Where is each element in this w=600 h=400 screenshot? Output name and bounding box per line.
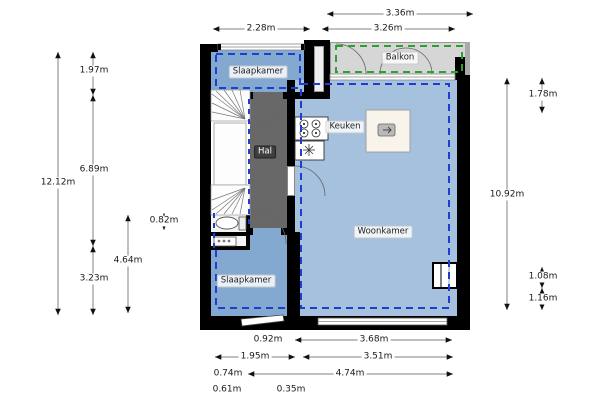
door-gap-hal-bedroom: [253, 228, 281, 235]
room-toilet: [211, 215, 250, 232]
dim-top-336: 3.36m: [385, 8, 415, 19]
door-panel-hal-woonkamer: [287, 166, 295, 196]
wall-left: [200, 44, 211, 330]
dim-left-689: 6.89m: [79, 164, 109, 175]
room-sink-closet: [211, 236, 250, 246]
label-slaapkamer-top: Slaapkamer: [229, 66, 288, 79]
wall-bottom: [200, 316, 470, 330]
dim-bottom-195: 1.95m: [240, 351, 270, 362]
wall-toilet-top: [211, 211, 250, 215]
dim-right-1092: 10.92m: [489, 189, 525, 200]
label-slaapkamer-bottom: Slaapkamer: [217, 275, 276, 288]
dim-bottom-474: 4.74m: [335, 368, 365, 379]
room-hal: [250, 92, 287, 232]
wall-balcony-right: [465, 42, 470, 75]
dim-left-082: 0.82m: [149, 215, 179, 226]
dim-bottom-061: 0.61m: [212, 384, 242, 395]
dim-left-464: 4.64m: [113, 255, 143, 266]
dim-top-228: 2.28m: [246, 23, 276, 34]
stairwell-area: [211, 90, 250, 215]
wall-toilet-bottom: [211, 232, 250, 236]
dim-bottom-092: 0.92m: [253, 334, 283, 345]
dim-bottom-035: 0.35m: [276, 384, 306, 395]
dim-bottom-351: 3.51m: [363, 351, 393, 362]
room-woonkamer-keuken: [295, 80, 457, 316]
dim-right-178: 1.78m: [528, 89, 558, 100]
dim-right-116: 1.16m: [528, 293, 558, 304]
door-panel-balcony: [314, 46, 324, 92]
label-woonkamer: Woonkamer: [354, 226, 413, 239]
dim-left-323: 3.23m: [79, 273, 109, 284]
dim-bottom-368: 3.68m: [359, 334, 389, 345]
label-keuken: Keuken: [325, 121, 364, 134]
wall-toilet-right: [246, 211, 250, 250]
label-balkon: Balkon: [382, 52, 419, 65]
wall-hal-right: [287, 80, 295, 232]
dim-left-1212: 12.12m: [40, 177, 76, 188]
label-hal: Hal: [254, 146, 276, 159]
dim-left-197: 1.97m: [79, 65, 109, 76]
wall-top-left-corner: [200, 44, 218, 52]
wall-bedroom-woonkamer: [287, 232, 300, 316]
wall-right: [457, 70, 470, 316]
dim-right-108: 1.08m: [528, 271, 558, 282]
door-gap-bedroom-top: [253, 92, 283, 99]
dim-top-326: 3.26m: [373, 23, 403, 34]
dim-bottom-074: 0.74m: [213, 368, 243, 379]
wall-closet-bottom: [211, 246, 250, 250]
